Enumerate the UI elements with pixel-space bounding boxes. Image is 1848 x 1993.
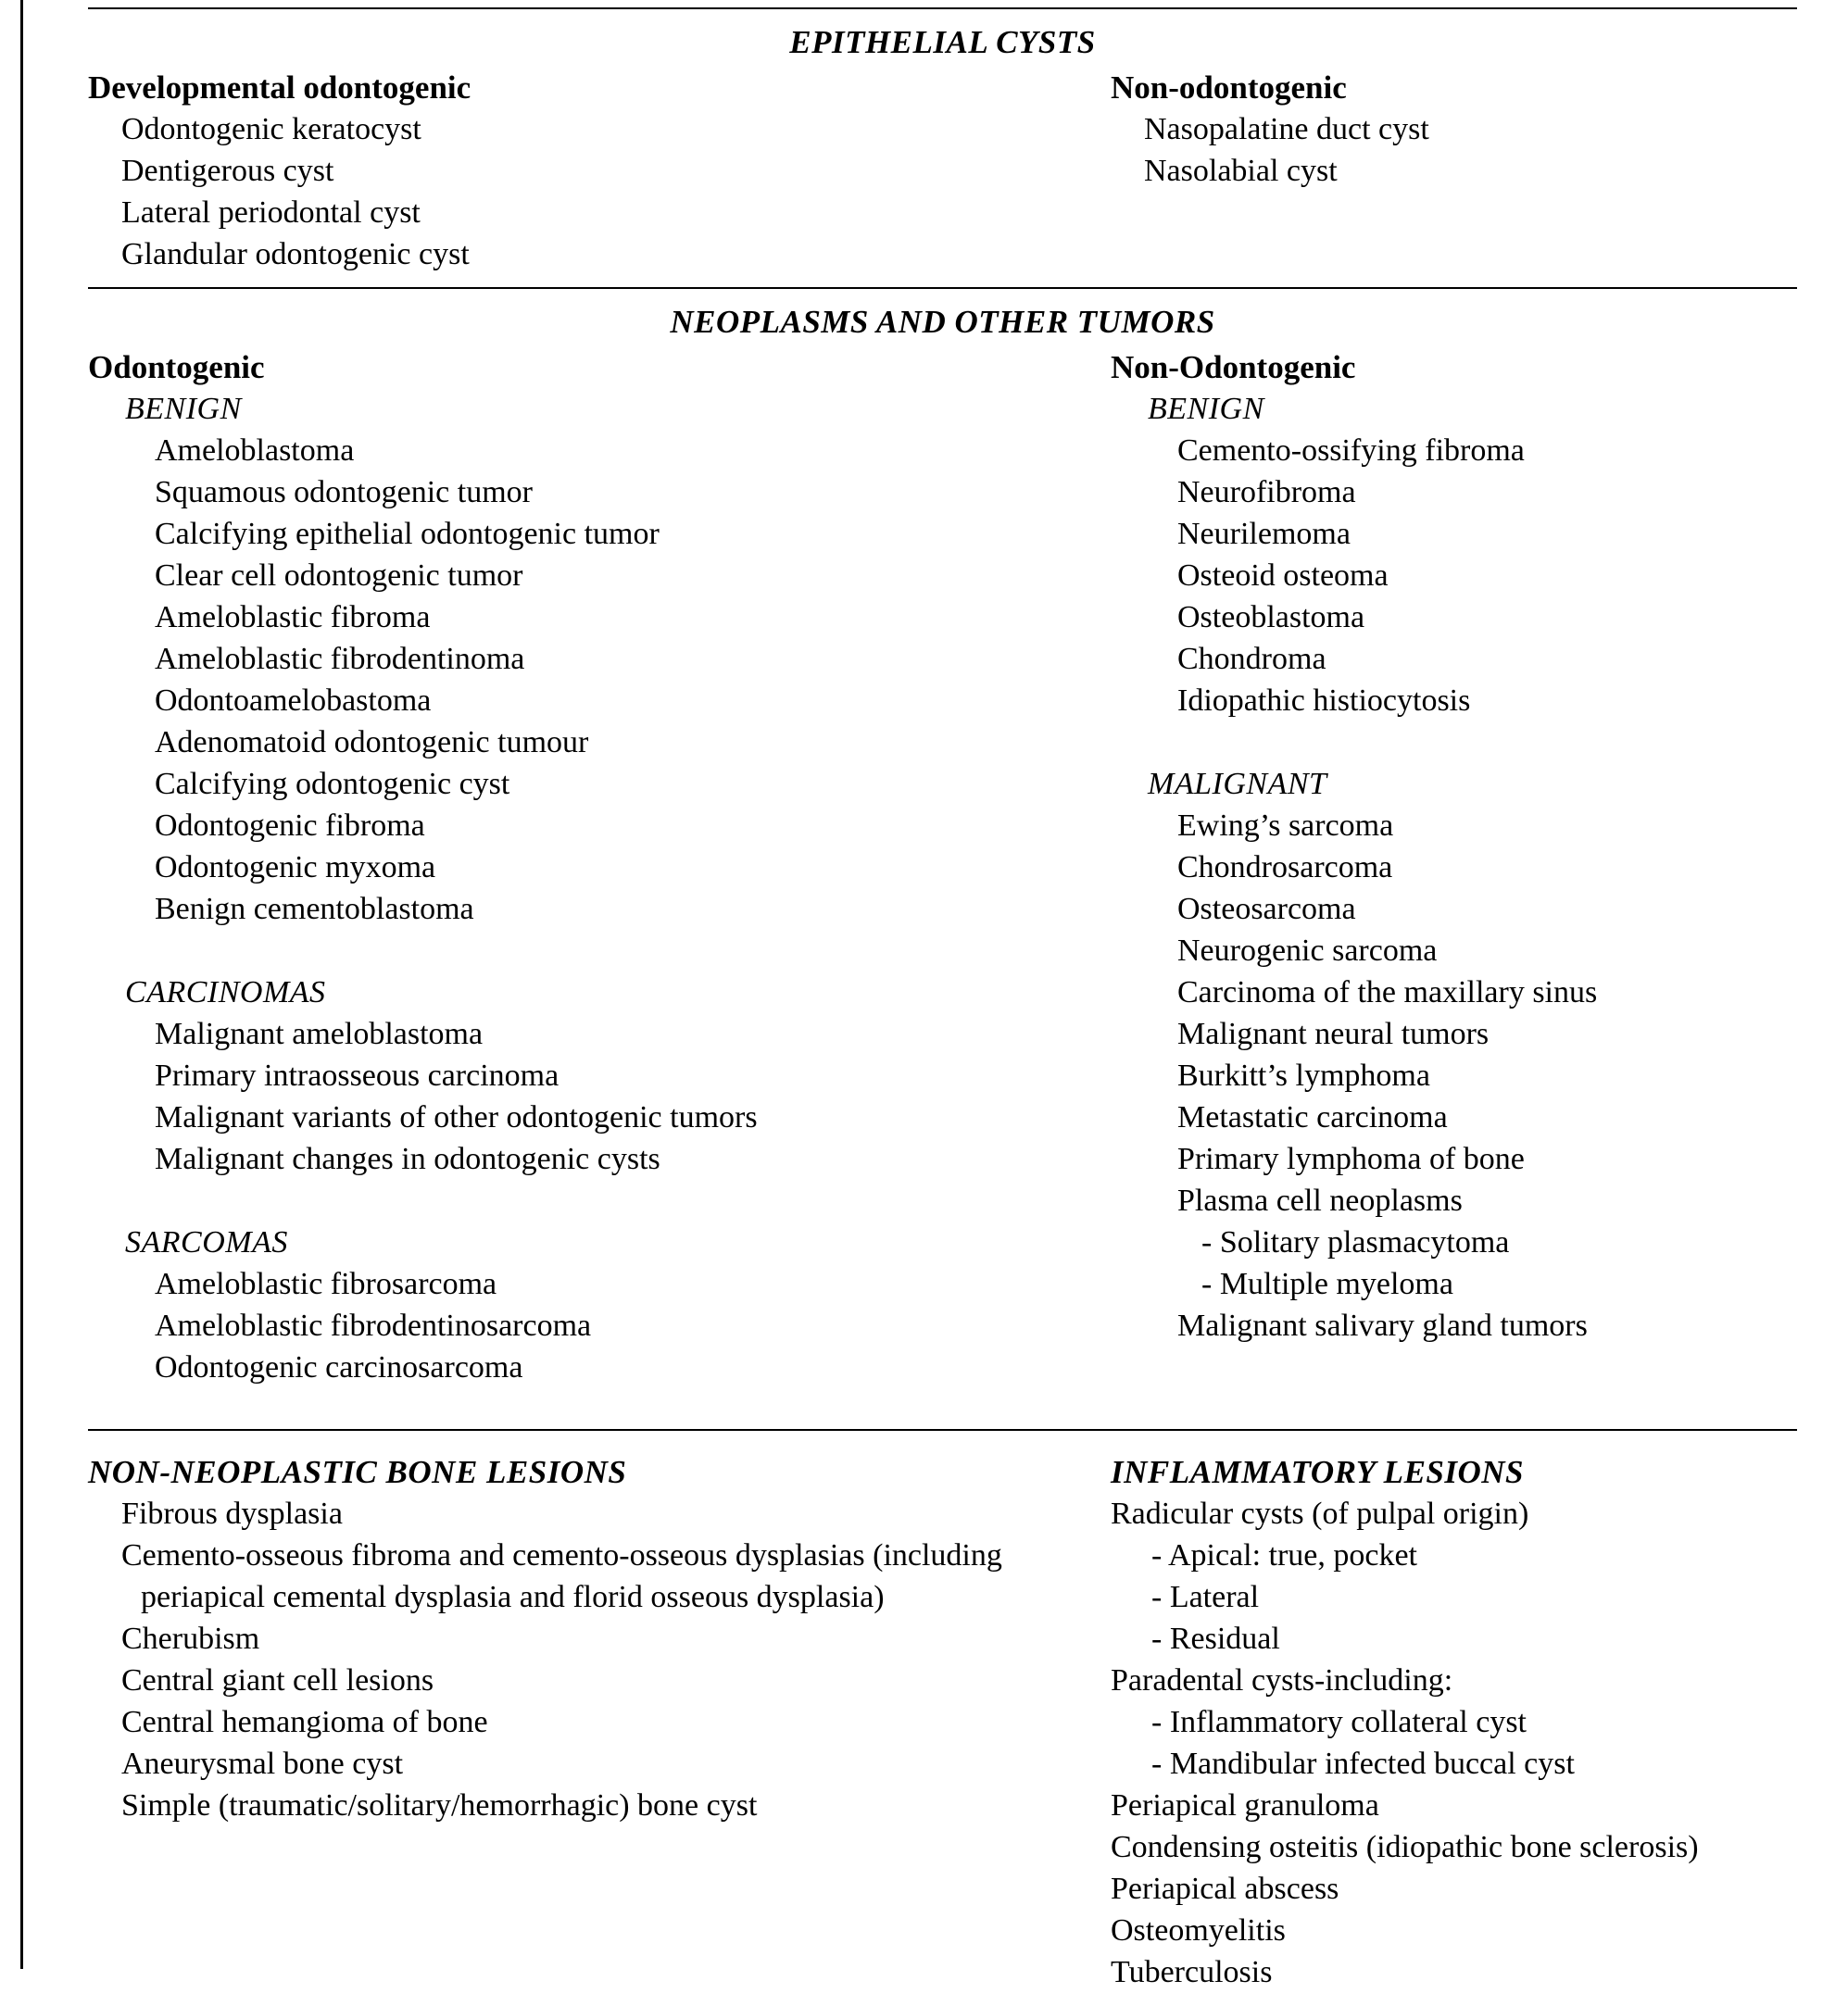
section-header: NON-NEOPLASTIC BONE LESIONS (88, 1454, 627, 1490)
list-item: Osteoid osteoma (1177, 558, 1389, 593)
list-item: Periapical abscess (1111, 1872, 1339, 1906)
list-item: Ameloblastic fibrosarcoma (155, 1267, 497, 1301)
list-item: Malignant salivary gland tumors (1177, 1309, 1588, 1343)
list-item: Cemento-osseous fibroma and cemento-osseous dysplasias (including (121, 1538, 1002, 1573)
column-developmental-odontogenic (88, 67, 1111, 275)
list-item: Odontogenic myxoma (155, 850, 436, 884)
section-neoplasms-and-other-tumors (88, 287, 1797, 1388)
list-item: Osteoblastoma (1177, 600, 1365, 634)
column-non-odontogenic-tumors (1111, 346, 1797, 1388)
list-item: Carcinoma of the maxillary sinus (1177, 975, 1598, 1009)
list-item: - Residual (1151, 1622, 1280, 1656)
list-item: Neurogenic sarcoma (1177, 934, 1438, 968)
list-item: periapical cemental dysplasia and florid osseous dysplasia) (141, 1580, 885, 1614)
section-title-neoplasms: NEOPLASMS AND OTHER TUMORS (670, 304, 1215, 340)
subsection-header: MALIGNANT (1148, 767, 1327, 801)
list-item: Ameloblastoma (155, 433, 355, 468)
column-non-neoplastic-bone-lesions (88, 1451, 1111, 1993)
column-header: Non-odontogenic (1111, 69, 1347, 106)
list-item: Primary intraosseous carcinoma (155, 1059, 559, 1093)
column-header: Developmental odontogenic (88, 69, 471, 106)
list-item: Squamous odontogenic tumor (155, 475, 533, 509)
list-item: - Inflammatory collateral cyst (1151, 1705, 1527, 1739)
list-item: Tuberculosis (1111, 1955, 1273, 1989)
list-item: - Apical: true, pocket (1151, 1538, 1418, 1573)
list-item: Glandular odontogenic cyst (121, 237, 470, 271)
list-item: - Multiple myeloma (1201, 1267, 1453, 1301)
column-inflammatory-lesions (1111, 1451, 1797, 1993)
list-item: Malignant neural tumors (1177, 1017, 1490, 1051)
spacer-row (88, 1180, 1111, 1222)
column-header: Odontogenic (88, 349, 265, 385)
table-content (88, 0, 1797, 1993)
list-item: Calcifying odontogenic cyst (155, 767, 510, 801)
table-left-border (20, 0, 23, 1969)
list-item: Central hemangioma of bone (121, 1705, 488, 1739)
list-item: Cemento-ossifying fibroma (1177, 433, 1525, 468)
subsection-header: BENIGN (1148, 392, 1264, 426)
list-item: Odontogenic fibroma (155, 808, 425, 843)
column-odontogenic-tumors (88, 346, 1111, 1388)
list-item: Metastatic carcinoma (1177, 1100, 1448, 1134)
list-item: Idiopathic histiocytosis (1177, 683, 1471, 718)
list-item: Central giant cell lesions (121, 1663, 434, 1698)
list-item: Lateral periodontal cyst (121, 195, 421, 230)
list-item: Chondroma (1177, 642, 1326, 676)
list-item: Nasolabial cyst (1144, 154, 1338, 188)
list-item: Ameloblastic fibrodentinoma (155, 642, 525, 676)
list-item: Osteosarcoma (1177, 892, 1356, 926)
list-item: Ewing’s sarcoma (1177, 808, 1394, 843)
list-item: Aneurysmal bone cyst (121, 1747, 404, 1781)
list-item: Condensing osteitis (idiopathic bone sclerosis) (1111, 1830, 1699, 1864)
list-item: Primary lymphoma of bone (1177, 1142, 1525, 1176)
list-item: Periapical granuloma (1111, 1788, 1379, 1823)
list-item: Plasma cell neoplasms (1177, 1184, 1463, 1218)
section-epithelial-cysts (88, 7, 1797, 275)
list-item: Malignant variants of other odontogenic tumors (155, 1100, 758, 1134)
spacer-row (1111, 721, 1797, 763)
list-item: Fibrous dysplasia (121, 1497, 343, 1531)
list-item: Calcifying epithelial odontogenic tumor (155, 517, 660, 551)
subsection-header: SARCOMAS (125, 1225, 288, 1260)
list-item: Benign cementoblastoma (155, 892, 474, 926)
spacer-row (88, 930, 1111, 971)
list-item: Dentigerous cyst (121, 154, 334, 188)
list-item: - Solitary plasmacytoma (1201, 1225, 1510, 1260)
list-item: Odontogenic carcinosarcoma (155, 1350, 523, 1385)
list-item: Malignant changes in odontogenic cysts (155, 1142, 660, 1176)
subsection-header: CARCINOMAS (125, 975, 326, 1009)
list-item: Ameloblastic fibrodentinosarcoma (155, 1309, 592, 1343)
list-item: Cherubism (121, 1622, 260, 1656)
column-header: Non-Odontogenic (1111, 349, 1356, 385)
list-item: Odontoamelobastoma (155, 683, 432, 718)
list-item: Burkitt’s lymphoma (1177, 1059, 1430, 1093)
list-item: Odontogenic keratocyst (121, 112, 421, 146)
section-title-epithelial-cysts: EPITHELIAL CYSTS (789, 24, 1096, 60)
list-item: Adenomatoid odontogenic tumour (155, 725, 589, 759)
list-item: Nasopalatine duct cyst (1144, 112, 1429, 146)
list-item: Neurofibroma (1177, 475, 1356, 509)
list-item: Paradental cysts-including: (1111, 1663, 1453, 1698)
list-item: Ameloblastic fibroma (155, 600, 431, 634)
section-bottom-lesions (88, 1429, 1797, 1993)
list-item: Malignant ameloblastoma (155, 1017, 484, 1051)
list-item: Neurilemoma (1177, 517, 1351, 551)
list-item: Osteomyelitis (1111, 1913, 1286, 1948)
list-item: Clear cell odontogenic tumor (155, 558, 523, 593)
list-item: Simple (traumatic/solitary/hemorrhagic) bone cyst (121, 1788, 758, 1823)
column-non-odontogenic-cysts (1111, 67, 1797, 275)
list-item: - Mandibular infected buccal cyst (1151, 1747, 1575, 1781)
list-item: Radicular cysts (of pulpal origin) (1111, 1497, 1529, 1531)
list-item: Chondrosarcoma (1177, 850, 1393, 884)
subsection-header: BENIGN (125, 392, 242, 426)
section-header: INFLAMMATORY LESIONS (1111, 1454, 1525, 1490)
list-item: - Lateral (1151, 1580, 1260, 1614)
